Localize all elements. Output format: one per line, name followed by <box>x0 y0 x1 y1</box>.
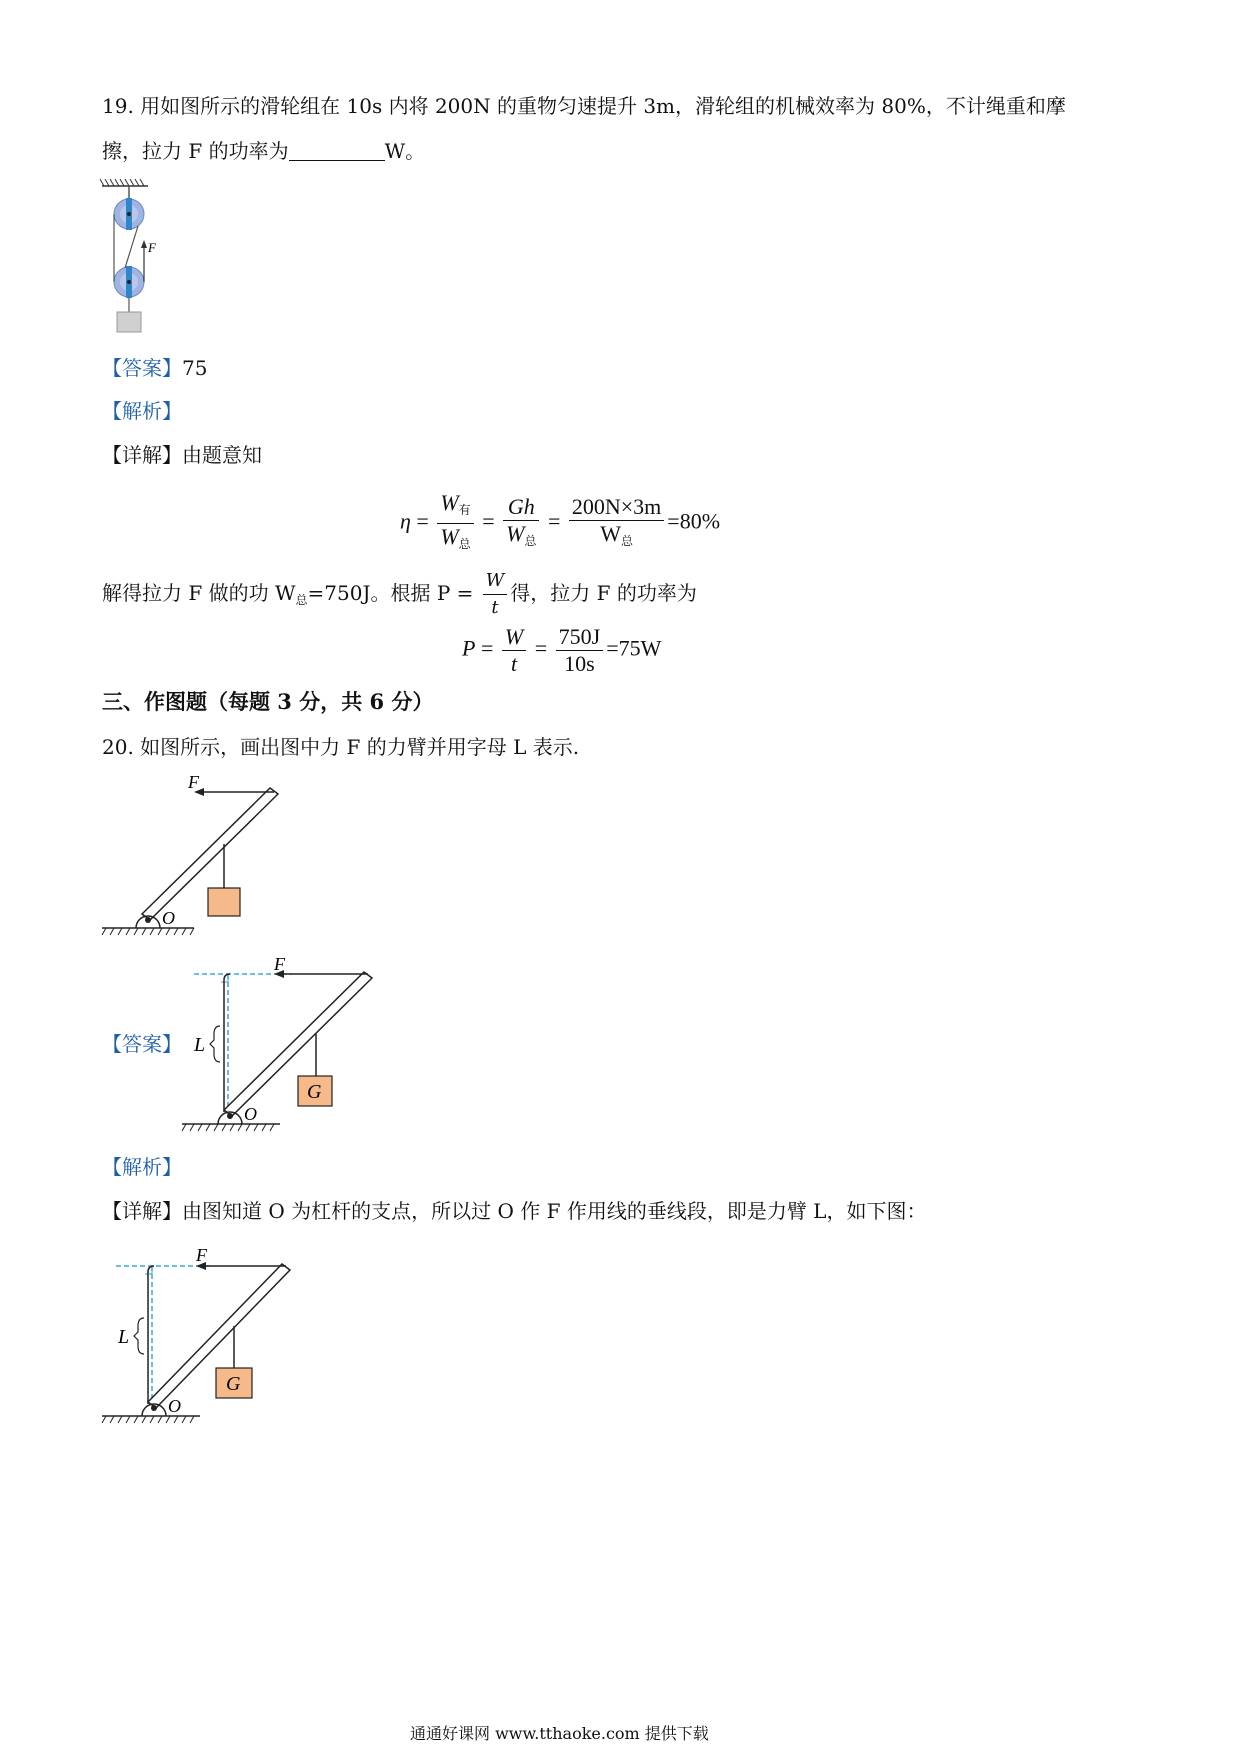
eq1-frac2 <box>503 494 539 554</box>
eq1-frac1 <box>437 490 473 557</box>
inline-frac-den: t <box>491 597 499 618</box>
eq1-frac1-den-w: W <box>440 524 459 549</box>
eq2-frac1-den: t <box>510 651 518 676</box>
efficiency-equation: η = $\frac{W_有}{W_总}$ = $\frac{Gh}{W_总}$ = $\frac{200N\times 3m}{W_总}$ =80% <box>400 490 720 557</box>
detail19-line2-sub: 总 <box>295 593 308 607</box>
detail20-line <box>102 1197 926 1225</box>
eq2-frac2-num: 750J <box>556 624 604 651</box>
inline-frac-num: W <box>483 568 508 595</box>
answer20-force-label: F <box>274 954 285 974</box>
detail20-text: 由图知道 O 为杠杆的支点，所以过 O 作 F 作用线的垂线段，即是力臂 L，如下图： <box>182 1199 927 1223</box>
detail20-weight-label: G <box>226 1373 241 1395</box>
answer19-value: 75 <box>182 356 208 380</box>
eq2-frac1 <box>502 624 526 677</box>
eq-eta: η <box>400 508 411 534</box>
q19-line2 <box>102 137 425 165</box>
eq1-frac3-den-sub: 总 <box>620 533 633 548</box>
lever-pivot-label: O <box>162 908 175 928</box>
answer19-tag: 【答案】 <box>102 356 182 380</box>
lever-force-label: F <box>188 772 199 792</box>
answer20-weight-label: G <box>307 1081 322 1103</box>
answer19 <box>102 354 207 382</box>
section3-title: 三、作图题（每题 3 分，共 6 分） <box>102 689 434 714</box>
detail19-intro <box>102 441 262 469</box>
answer-blank <box>289 140 385 161</box>
analysis20-tag: 【解析】 <box>102 1155 182 1179</box>
q19-line1: 19. 用如图所示的滑轮组在 10s 内将 200N 的重物匀速提升 3m，滑轮组的机械效率为 80%，不计绳重和摩 <box>102 94 1066 118</box>
detail19-line2-c: 得，拉力 F 的功率为 <box>510 581 697 605</box>
eq2-result: =75W <box>606 635 662 661</box>
eq2-frac2 <box>556 624 604 677</box>
eq1-frac3-num: 200N×3m <box>569 494 664 521</box>
q20-text: 20. 如图所示，画出图中力 F 的力臂并用字母 L 表示. <box>102 735 580 759</box>
inline-power-frac <box>483 568 508 621</box>
eq1-frac1-den-sub: 总 <box>458 537 471 551</box>
detail19-tag: 【详解】 <box>102 443 182 467</box>
answer20-figure <box>180 948 380 1136</box>
analysis19-tag: 【解析】 <box>102 399 182 423</box>
pulley-figure <box>96 178 166 338</box>
eq1-frac3 <box>569 494 664 554</box>
detail20-pivot-label: O <box>168 1396 181 1416</box>
eq1-frac1-w: W <box>440 490 459 515</box>
answer20-tag: 【答案】 <box>102 1032 182 1056</box>
eq1-frac2-den-sub: 总 <box>524 533 537 548</box>
eq1-frac1-sub: 有 <box>458 503 471 517</box>
eq1-result: =80% <box>667 508 721 534</box>
detail20-arm-label: L <box>118 1326 130 1348</box>
detail19-text: 由题意知 <box>182 443 262 467</box>
detail19-line2-b: =750J。根据 P = <box>307 581 474 605</box>
detail20-force-label: F <box>196 1245 207 1265</box>
page-footer: 通通好课网 www.tthaoke.com 提供下载 <box>410 1724 709 1743</box>
pulley-force-label: F <box>148 240 156 255</box>
eq1-frac3-den-w: W <box>600 520 621 546</box>
detail19-line2 <box>102 568 697 621</box>
lever-figure <box>100 768 300 940</box>
eq1-frac2-num: Gh <box>503 494 539 521</box>
detail19-line2-a: 解得拉力 F 做的功 W <box>102 581 296 605</box>
detail20-figure <box>100 1238 300 1426</box>
eq2-frac1-num: W <box>502 624 526 651</box>
power-equation: P = $\frac{W}{t}$ = $\frac{750J}{10s}$ =75W <box>462 624 662 676</box>
answer20-pivot-label: O <box>244 1104 257 1124</box>
answer20-arm-label: L <box>194 1034 206 1056</box>
eq1-frac2-den-w: W <box>506 520 525 546</box>
eq2-p: P <box>462 635 476 661</box>
detail20-tag: 【详解】 <box>102 1199 182 1223</box>
q19-line2-pre: 擦，拉力 F 的功率为 <box>102 139 289 163</box>
eq2-frac2-den: 10s <box>564 651 595 676</box>
q19-line2-post: W。 <box>384 139 426 163</box>
